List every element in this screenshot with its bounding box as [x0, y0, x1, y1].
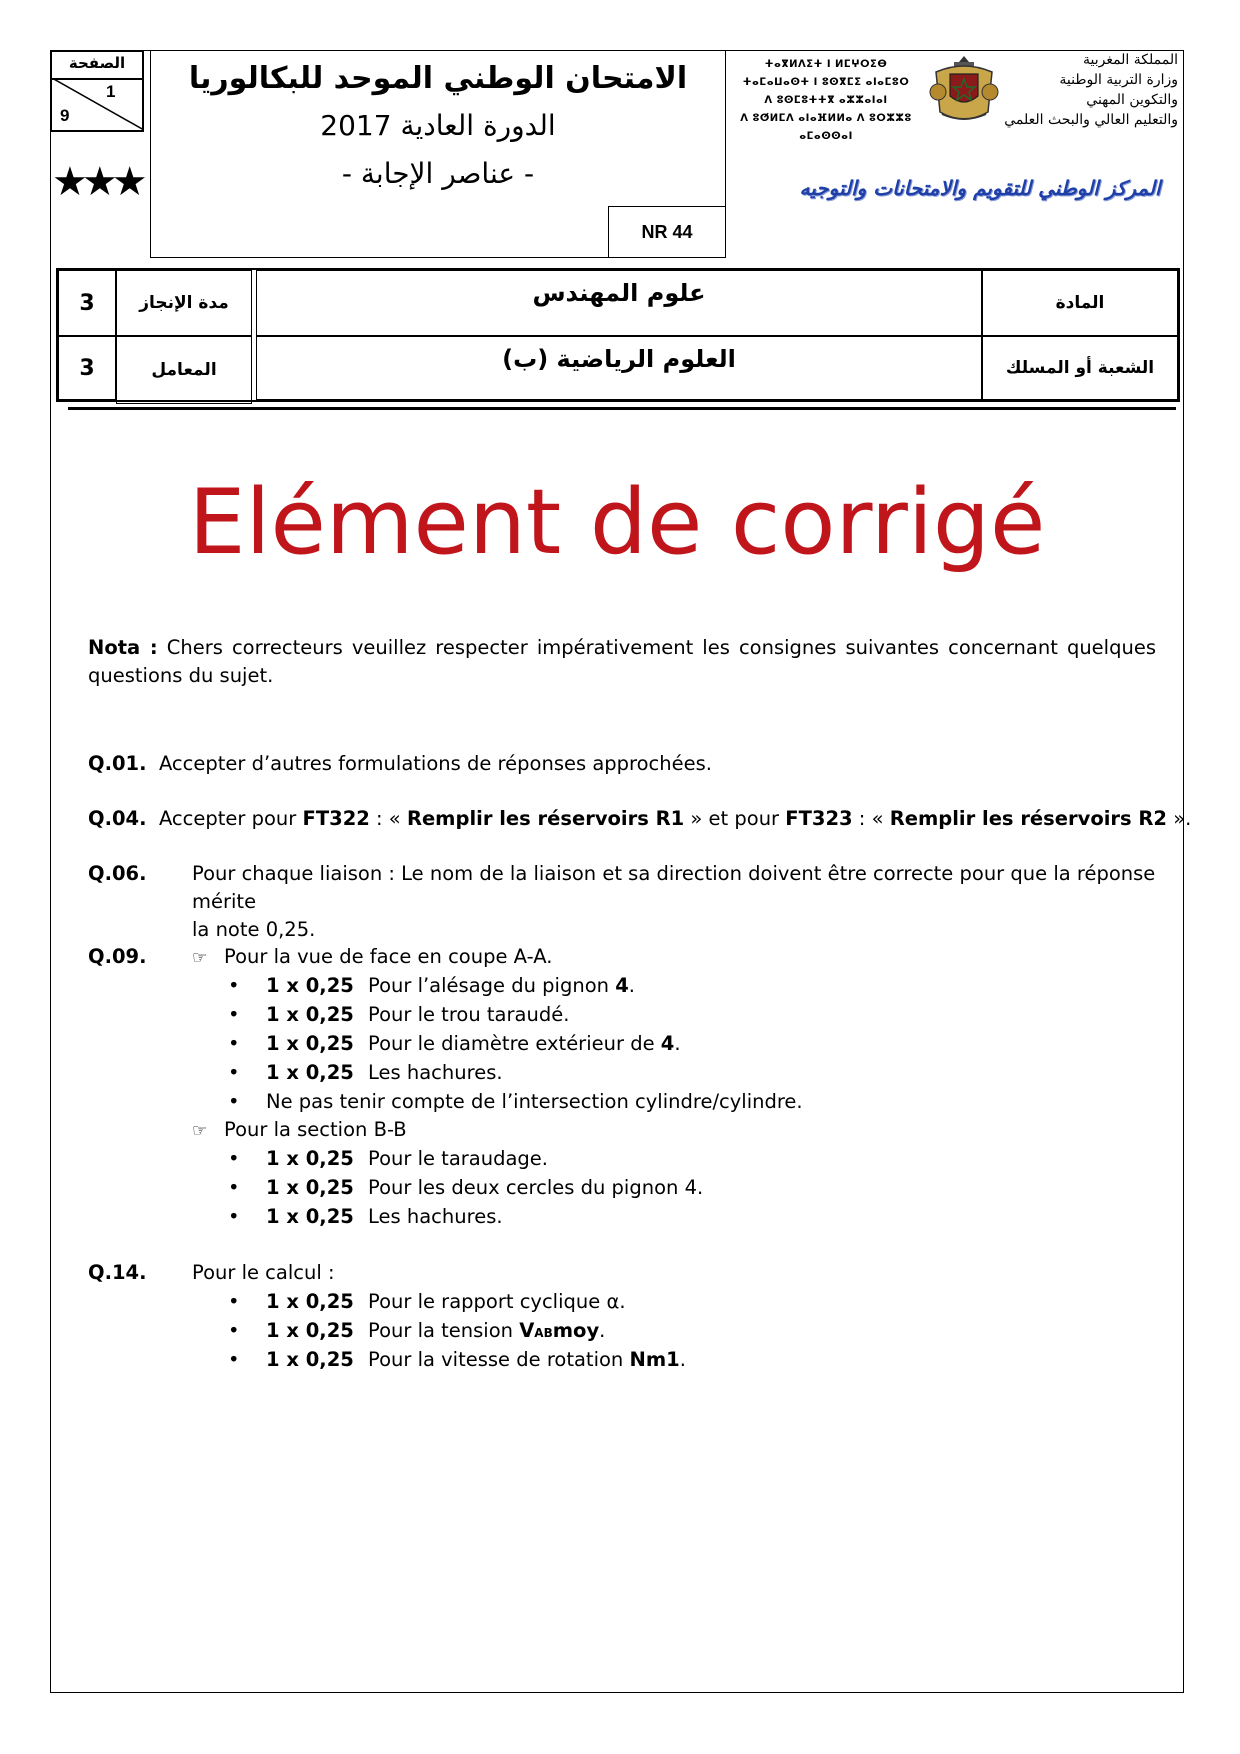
list-item: • 1 x 0,25 Les hachures. [228, 1061, 503, 1084]
list-item: • Ne pas tenir compte de l’intersection cylindre/cylindre. [228, 1090, 803, 1113]
q01-label: Q.01. [88, 752, 147, 775]
list-item: • 1 x 0,25 Pour le trou taraudé. [228, 1003, 570, 1026]
nota-paragraph [88, 634, 1156, 690]
list-item: • 1 x 0,25 Pour la vitesse de rotation Nm1. [228, 1348, 686, 1371]
ministry-name: المملكة المغربية وزارة التربية الوطنية والتكوين المهني والتعليم العالي والبحث العلمي [1004, 52, 1178, 128]
q09-label: Q.09. [88, 945, 147, 968]
pointing-hand-icon: ☞ [192, 948, 208, 968]
subject-info-table [56, 268, 1180, 402]
list-item: • 1 x 0,25 Pour l’alésage du pignon 4. [228, 974, 635, 997]
page-total: 9 [60, 106, 70, 125]
exam-title: الامتحان الوطني الموحد للبكالوريا [188, 61, 688, 96]
nota-label: Nota : [88, 636, 158, 659]
list-item: • 1 x 0,25 Pour la tension VABmoy. [228, 1319, 606, 1342]
exam-subtitle: - عناصر الإجابة - [341, 157, 535, 190]
coef-label: المعامل [116, 336, 252, 404]
pointing-hand-icon: ☞ [192, 1121, 208, 1141]
q09-sub2: ☞ Pour la section B-B [192, 1116, 407, 1145]
q09-sub1: ☞ Pour la vue de face en coupe A-A. [192, 943, 552, 972]
nota-text: Chers correcteurs veuillez respecter impérativement les consignes suivantes concernant quelques questions du sujet. [88, 636, 1156, 687]
q06-label: Q.06. [88, 862, 147, 885]
page-label: الصفحة [52, 52, 142, 80]
q01-text: Accepter d’autres formulations de réponses approchées. [158, 752, 712, 775]
duration-label: مدة الإنجاز [116, 270, 252, 336]
subject-value: علوم المهندس [256, 270, 982, 336]
q01 [88, 750, 712, 778]
q04-r1: Remplir les réservoirs R1 [406, 807, 685, 830]
q14-label: Q.14. [88, 1261, 147, 1284]
exam-code: NR 44 [608, 206, 726, 258]
coef-value: 3 [58, 336, 116, 400]
list-item: • 1 x 0,25 Pour le diamètre extérieur de 4. [228, 1032, 681, 1055]
duration-value: 3 [58, 270, 116, 336]
subject-label: المادة [982, 270, 1178, 336]
q04-r2: Remplir les réservoirs R2 [889, 807, 1167, 830]
evaluation-center-name: المركز الوطني للتقويم والامتحانات والتوجيه [799, 176, 1161, 200]
ministry-tifinagh: ⵜⴰⴳⵍⴷⵉⵜ ⵏ ⵍⵎⵖⵔⵉⴱ ⵜⴰⵎⴰⵡⴰⵙⵜ ⵏ ⵓⵙⴳⵎⵉ ⴰⵏⴰⵎⵓⵔ ⴷ ⵓⵙⵎⵓⵜⵜⴳ ⴰⵣⵣⴰⵏⴰⵏ ⴷ ⵓⵚⵍⵎⴷ ⴰⵏⴰⴼⵍⵍⴰ ⴷ ⵓⵔⵣⵣⵓ ⴰⵎⴰⵙⵙⴰⵏ [740, 59, 912, 142]
list-item: • 1 x 0,25 Pour les deux cercles du pignon 4. [228, 1176, 704, 1199]
q04-ft2: FT323 [785, 807, 853, 830]
q04-ft1: FT322 [302, 807, 370, 830]
q14-intro: Pour le calcul : [192, 1261, 335, 1284]
track-label: الشعبة أو المسلك [982, 336, 1178, 400]
main-title: Elément de corrigé [188, 470, 1046, 575]
list-item: • 1 x 0,25 Pour le taraudage. [228, 1147, 549, 1170]
track-value: العلوم الرياضية (ب) [256, 336, 982, 400]
page-number-box [50, 50, 144, 132]
difficulty-stars: ★★★ [52, 160, 142, 204]
page-current: 1 [106, 82, 116, 101]
list-item: • 1 x 0,25 Les hachures. [228, 1205, 503, 1228]
exam-session: الدورة العادية 2017 [320, 109, 556, 142]
header-separator [68, 407, 1176, 410]
q04: Q.04. Accepter pour FT322 : « Remplir les réservoirs R1 » et pour FT323 : « Remplir les réservoirs R2 ». [88, 807, 1192, 830]
list-item: • 1 x 0,25 Pour le rapport cyclique α. [228, 1290, 626, 1313]
q04-label: Q.04. [88, 807, 147, 830]
coat-of-arms-icon [924, 52, 1004, 126]
q06-text: Pour chaque liaison : Le nom de la liaison et sa direction doivent être correcte pour que la réponse mérite la note 0,25. [192, 862, 1156, 941]
